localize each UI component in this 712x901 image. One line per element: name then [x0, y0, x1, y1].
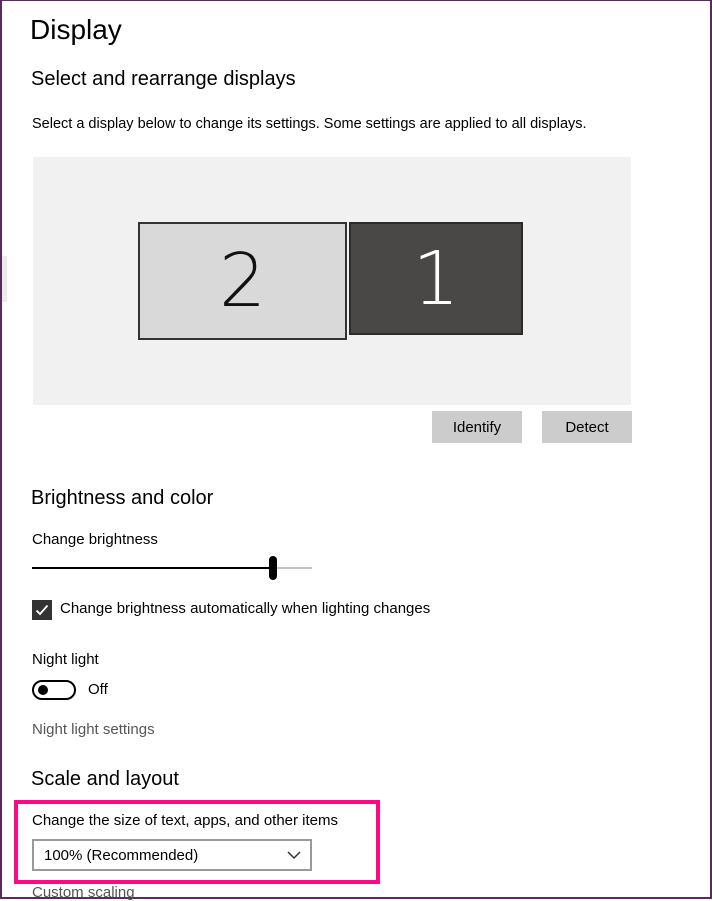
auto-brightness-label: Change brightness automatically when lighting changes: [60, 600, 431, 617]
page-title: Display: [30, 14, 122, 45]
toggle-knob: [38, 685, 48, 695]
custom-scaling-link[interactable]: Custom scaling: [32, 884, 135, 901]
chevron-down-icon: [286, 849, 302, 861]
display-arrangement-area[interactable]: [33, 157, 631, 405]
scale-dropdown-value: 100% (Recommended): [44, 847, 199, 864]
section-title-rearrange: Select and rearrange displays: [31, 68, 296, 90]
monitor-1[interactable]: 1: [349, 222, 523, 335]
monitor-2[interactable]: 2: [138, 222, 347, 340]
brightness-slider-fill: [32, 567, 273, 569]
nav-edge-indicator: [2, 256, 7, 302]
identify-button[interactable]: Identify: [432, 411, 522, 443]
text-size-label: Change the size of text, apps, and other items: [32, 812, 339, 829]
rearrange-description: Select a display below to change its settings. Some settings are applied to all displays.: [32, 116, 587, 132]
checkmark-icon: [34, 602, 50, 618]
detect-button[interactable]: Detect: [542, 411, 632, 443]
brightness-slider-label: Change brightness: [32, 531, 158, 548]
night-light-state: Off: [88, 681, 108, 698]
brightness-slider-thumb[interactable]: [269, 556, 277, 580]
night-light-toggle[interactable]: [32, 680, 76, 700]
scale-dropdown[interactable]: [32, 839, 312, 871]
section-title-brightness: Brightness and color: [31, 487, 214, 509]
night-light-settings-link[interactable]: Night light settings: [32, 721, 155, 738]
night-light-label: Night light: [32, 651, 99, 668]
auto-brightness-checkbox[interactable]: [32, 600, 52, 620]
brightness-slider[interactable]: [32, 567, 312, 569]
section-title-scale: Scale and layout: [31, 768, 179, 790]
